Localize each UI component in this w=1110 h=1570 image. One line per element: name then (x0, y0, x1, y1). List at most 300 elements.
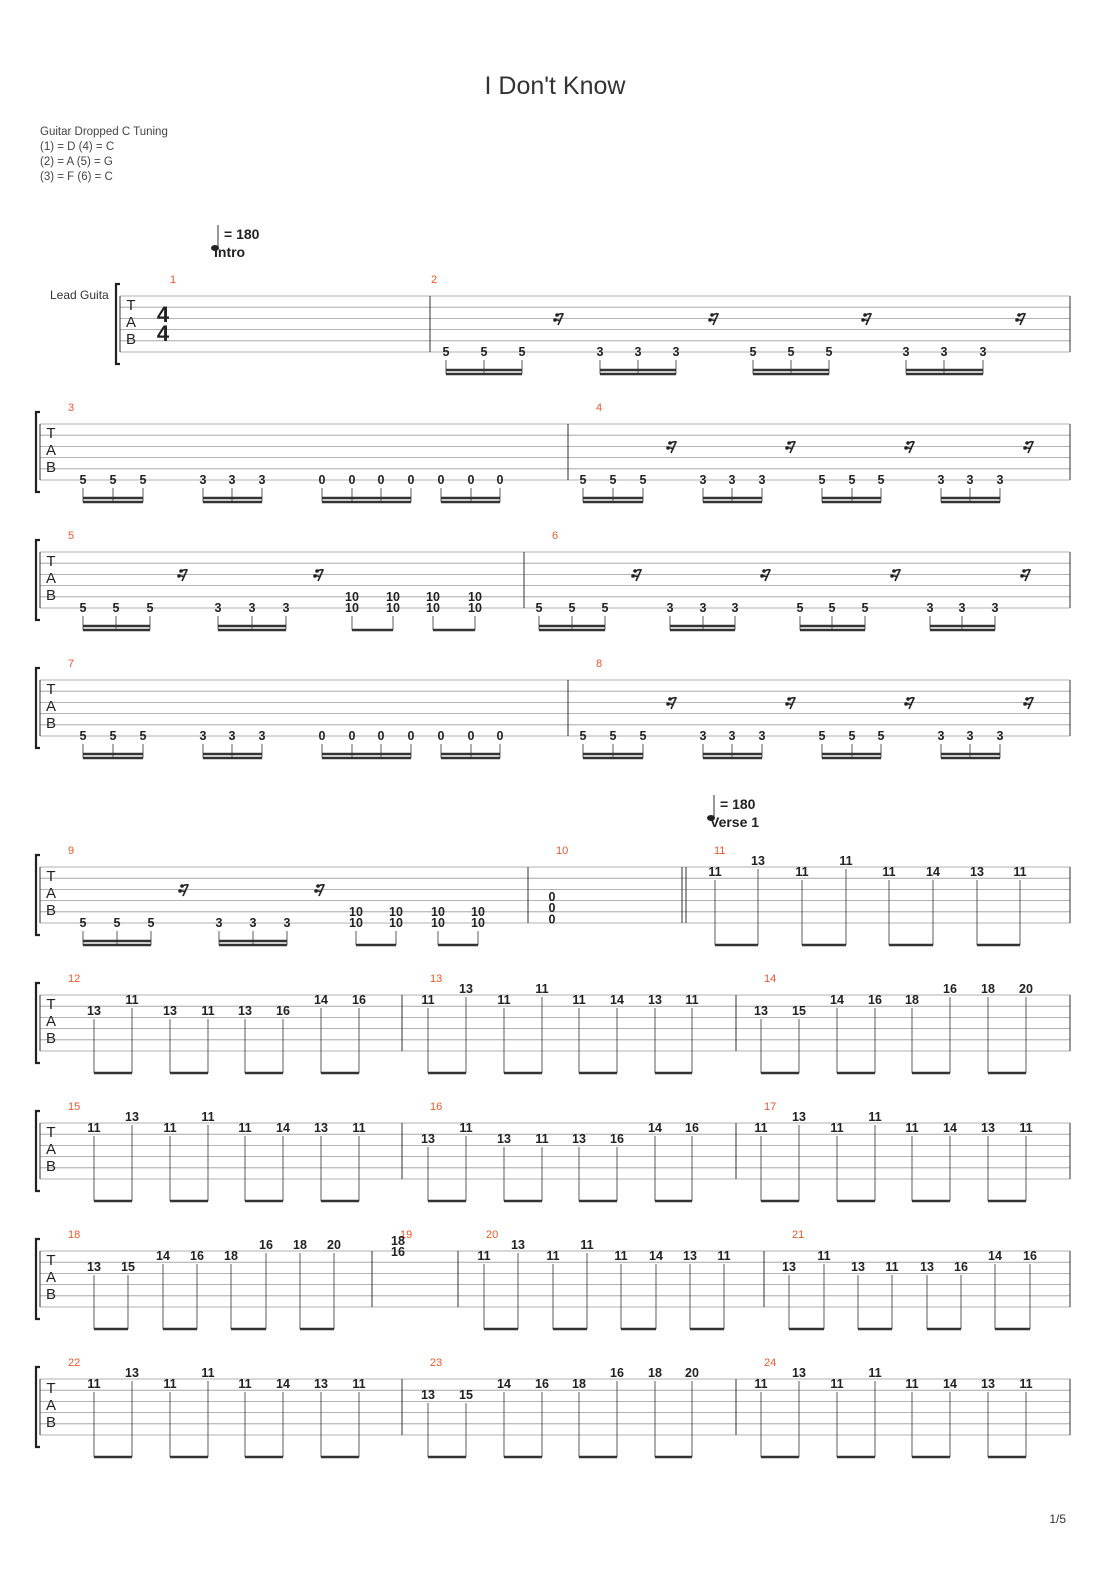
rest-dot (668, 441, 672, 445)
fret-number: 16 (352, 993, 366, 1007)
fret-number: 5 (579, 729, 587, 743)
tab-clef-a: A (45, 570, 57, 587)
rest-dot (313, 574, 317, 578)
fret-number: 3 (996, 473, 1004, 487)
fret-number: 5 (848, 473, 856, 487)
rest-dot (1025, 697, 1029, 701)
fret-number: 11 (535, 982, 549, 996)
measure-number: 3 (68, 402, 75, 414)
fret-number: 11 (754, 1377, 768, 1391)
tab-clef-a: A (45, 885, 57, 902)
fret-number: 5 (861, 601, 869, 615)
fret-number: 0 (377, 729, 385, 743)
tab-clef-b: B (45, 715, 57, 732)
measure-number: 10 (556, 845, 569, 857)
measure-number: 11 (714, 845, 726, 857)
fret-number: 3 (728, 729, 736, 743)
rest-dot (861, 318, 865, 322)
fret-number: 3 (731, 601, 739, 615)
fret-number: 5 (609, 729, 617, 743)
fret-number: 10 (471, 916, 485, 930)
rest-symbol (904, 697, 914, 709)
fret-number: 16 (1023, 1249, 1037, 1263)
measure-number: 22 (68, 1357, 81, 1369)
fret-number: 13 (497, 1132, 511, 1146)
fret-number: 13 (754, 1004, 768, 1018)
fret-number: 16 (259, 1238, 273, 1252)
fret-number: 10 (386, 601, 400, 615)
fret-number: 18 (648, 1366, 662, 1380)
fret-number: 3 (258, 473, 266, 487)
fret-number: 5 (518, 345, 526, 359)
fret-number: 5 (113, 916, 121, 930)
fret-number: 13 (125, 1366, 139, 1380)
system-bracket (36, 1239, 40, 1319)
fret-number: 14 (830, 993, 844, 1007)
rest-symbol (177, 569, 187, 581)
fret-number: 14 (648, 1121, 662, 1135)
rest-dot (666, 446, 670, 450)
system-bracket (36, 540, 40, 620)
fret-number: 5 (535, 601, 543, 615)
rest-dot (708, 318, 712, 322)
rest-dot (178, 889, 182, 893)
rest-dot (1025, 441, 1029, 445)
rest-symbol (666, 697, 676, 709)
fret-number: 16 (610, 1366, 624, 1380)
fret-number: 3 (728, 473, 736, 487)
fret-number: 16 (391, 1245, 405, 1260)
fret-number: 10 (468, 589, 482, 604)
fret-number: 5 (79, 601, 87, 615)
fret-number: 0 (548, 901, 556, 916)
tab-clef-b: B (125, 331, 137, 348)
measure-number: 14 (764, 973, 777, 985)
rest-dot (760, 574, 764, 578)
measure-number: 19 (400, 1229, 413, 1241)
fret-number: 5 (877, 729, 885, 743)
fret-number: 3 (228, 729, 236, 743)
fret-number: 3 (699, 729, 707, 743)
fret-number: 3 (926, 601, 934, 615)
fret-number: 13 (648, 993, 662, 1007)
fret-number: 14 (649, 1249, 663, 1263)
rest-symbol (1015, 313, 1025, 325)
fret-number: 11 (497, 993, 511, 1007)
fret-number: 13 (572, 1132, 586, 1146)
fret-number: 13 (421, 1388, 435, 1402)
tab-clef-a: A (45, 442, 57, 459)
fret-number: 13 (792, 1110, 806, 1124)
fret-number: 3 (699, 473, 707, 487)
measure-number: 8 (596, 658, 603, 670)
rest-symbol (553, 313, 563, 325)
fret-number: 10 (389, 916, 403, 930)
rest-dot (785, 702, 789, 706)
fret-number: 11 (795, 865, 809, 879)
tab-clef-b: B (45, 1030, 57, 1047)
rest-dot (906, 441, 910, 445)
fret-number: 13 (782, 1260, 796, 1274)
fret-number: 3 (199, 473, 207, 487)
fret-number: 14 (943, 1377, 957, 1391)
fret-number: 11 (1019, 1377, 1033, 1391)
rest-dot (179, 569, 183, 573)
fret-number: 5 (147, 916, 155, 930)
fret-number: 11 (201, 1366, 215, 1380)
rest-dot (1017, 313, 1021, 317)
fret-number: 11 (459, 1121, 473, 1135)
fret-number: 13 (981, 1377, 995, 1391)
fret-number: 14 (276, 1121, 290, 1135)
fret-number: 11 (882, 865, 896, 879)
fret-number: 11 (717, 1249, 731, 1263)
rest-dot (668, 697, 672, 701)
fret-number: 5 (568, 601, 576, 615)
fret-number: 11 (830, 1377, 844, 1391)
fret-number: 11 (754, 1121, 768, 1135)
fret-number: 5 (609, 473, 617, 487)
rest-dot (631, 574, 635, 578)
fret-number: 14 (988, 1249, 1002, 1263)
fret-number: 0 (348, 729, 356, 743)
rest-dot (553, 318, 557, 322)
rest-dot (785, 446, 789, 450)
fret-number: 13 (511, 1238, 525, 1252)
tempo-value: = 180 (224, 226, 260, 242)
fret-number: 10 (468, 601, 482, 615)
tab-system (36, 1229, 1070, 1329)
measure-number: 16 (430, 1101, 443, 1113)
fret-number: 13 (970, 865, 984, 879)
rest-dot (892, 569, 896, 573)
fret-number: 3 (248, 601, 256, 615)
rest-symbol (760, 569, 770, 581)
tab-system (36, 973, 1070, 1073)
fret-number: 11 (572, 993, 586, 1007)
rest-symbol (314, 884, 324, 896)
fret-number: 13 (163, 1004, 177, 1018)
measure-number: 21 (792, 1229, 805, 1241)
measure-number: 12 (68, 973, 81, 985)
rest-dot (1022, 569, 1026, 573)
fret-number: 5 (848, 729, 856, 743)
rest-dot (180, 884, 184, 888)
fret-number: 5 (480, 345, 488, 359)
fret-number: 3 (966, 473, 974, 487)
measure-number: 4 (596, 402, 603, 414)
fret-number: 3 (758, 473, 766, 487)
measure-number: 5 (68, 530, 75, 542)
fret-number: 13 (421, 1132, 435, 1146)
tab-system (36, 1357, 1070, 1457)
fret-number: 5 (579, 473, 587, 487)
fret-number: 5 (79, 473, 87, 487)
fret-number: 3 (937, 473, 945, 487)
fret-number: 11 (830, 1121, 844, 1135)
measure-number: 17 (764, 1101, 777, 1113)
fret-number: 16 (943, 982, 957, 996)
fret-number: 3 (991, 601, 999, 615)
fret-number: 13 (792, 1366, 806, 1380)
tempo-value: = 180 (720, 796, 756, 812)
fret-number: 10 (349, 904, 363, 919)
rest-dot (314, 889, 318, 893)
fret-number: 13 (751, 854, 765, 868)
fret-number: 3 (634, 345, 642, 359)
fret-number: 10 (345, 601, 359, 615)
measure-number: 18 (68, 1229, 81, 1241)
fret-number: 5 (139, 729, 147, 743)
track-name: Lead Guita (50, 288, 109, 302)
measure-number: 24 (764, 1357, 777, 1369)
fret-number: 11 (238, 1377, 252, 1391)
fret-number: 11 (87, 1377, 101, 1391)
fret-number: 5 (787, 345, 795, 359)
rest-dot (863, 313, 867, 317)
fret-number: 13 (459, 982, 473, 996)
system-bracket (36, 412, 40, 492)
rest-symbol (785, 441, 795, 453)
fret-number: 13 (920, 1260, 934, 1274)
fret-number: 11 (546, 1249, 560, 1263)
fret-number: 18 (293, 1238, 307, 1252)
fret-number: 5 (796, 601, 804, 615)
fret-number: 3 (966, 729, 974, 743)
fret-number: 3 (214, 601, 222, 615)
fret-number: 3 (996, 729, 1004, 743)
measure-number: 20 (486, 1229, 499, 1241)
fret-number: 20 (1019, 982, 1033, 996)
fret-number: 11 (421, 993, 435, 1007)
fret-number: 11 (685, 993, 699, 1007)
fret-number: 3 (199, 729, 207, 743)
rest-dot (1020, 574, 1024, 578)
tab-system (36, 658, 1070, 758)
tab-clef-b: B (45, 902, 57, 919)
fret-number: 16 (190, 1249, 204, 1263)
rest-symbol (178, 884, 188, 896)
rest-dot (710, 313, 714, 317)
rest-dot (315, 569, 319, 573)
rest-dot (1023, 702, 1027, 706)
measure-number: 6 (552, 530, 559, 542)
measure-number: 13 (430, 973, 443, 985)
fret-number: 13 (87, 1260, 101, 1274)
tab-system (36, 530, 1070, 630)
fret-number: 10 (471, 904, 485, 919)
fret-number: 11 (352, 1121, 366, 1135)
system-bracket (36, 1367, 40, 1447)
fret-number: 11 (163, 1121, 177, 1135)
measure-number: 1 (170, 274, 177, 286)
tab-clef-b: B (45, 587, 57, 604)
fret-number: 14 (314, 993, 328, 1007)
time-signature-top: 4 (156, 302, 170, 327)
fret-number: 0 (407, 473, 415, 487)
fret-number: 11 (885, 1260, 899, 1274)
fret-number: 10 (431, 916, 445, 930)
rest-dot (555, 313, 559, 317)
tuning-line: (1) = D (4) = C (40, 141, 115, 153)
fret-number: 3 (979, 345, 987, 359)
time-signature-bottom: 4 (156, 321, 170, 346)
fret-number: 11 (580, 1238, 594, 1252)
tab-clef-b: B (45, 459, 57, 476)
tab-clef-b: B (45, 1414, 57, 1431)
rest-symbol (708, 313, 718, 325)
fret-number: 0 (437, 729, 445, 743)
fret-number: 5 (109, 473, 117, 487)
rest-symbol (890, 569, 900, 581)
fret-number: 16 (535, 1377, 549, 1391)
fret-number: 11 (535, 1132, 549, 1146)
fret-number: 11 (1013, 865, 1027, 879)
fret-number: 11 (477, 1249, 491, 1263)
fret-number: 15 (459, 1388, 473, 1402)
rest-dot (1023, 446, 1027, 450)
rest-symbol (1020, 569, 1030, 581)
fret-number: 14 (610, 993, 624, 1007)
section-label: Verse 1 (710, 814, 760, 830)
tab-system (36, 845, 1070, 945)
rest-dot (666, 702, 670, 706)
fret-number: 13 (314, 1377, 328, 1391)
fret-number: 5 (828, 601, 836, 615)
fret-number: 13 (238, 1004, 252, 1018)
fret-number: 13 (981, 1121, 995, 1135)
fret-number: 11 (201, 1004, 215, 1018)
fret-number: 10 (345, 589, 359, 604)
fret-number: 11 (163, 1377, 177, 1391)
fret-number: 0 (437, 473, 445, 487)
fret-number: 3 (282, 601, 290, 615)
fret-number: 14 (276, 1377, 290, 1391)
tab-system (50, 274, 1070, 374)
fret-number: 11 (905, 1121, 919, 1135)
fret-number: 3 (902, 345, 910, 359)
fret-number: 3 (958, 601, 966, 615)
tab-clef-a: A (45, 1269, 57, 1286)
tuning-heading: Guitar Dropped C Tuning (40, 126, 168, 138)
fret-number: 13 (683, 1249, 697, 1263)
tab-clef-a: A (45, 1013, 57, 1030)
fret-number: 10 (426, 589, 440, 604)
tab-clef-a: A (45, 1397, 57, 1414)
fret-number: 5 (146, 601, 154, 615)
fret-number: 0 (548, 890, 556, 904)
measure-number: 15 (68, 1101, 81, 1113)
fret-number: 16 (868, 993, 882, 1007)
fret-number: 11 (839, 854, 853, 868)
tab-clef-a: A (45, 698, 57, 715)
measure-number: 2 (431, 274, 438, 286)
page-number: 1/5 (1049, 1512, 1066, 1526)
fret-number: 0 (467, 729, 475, 743)
fret-number: 10 (349, 916, 363, 930)
measure-number: 23 (430, 1357, 443, 1369)
fret-number: 0 (467, 473, 475, 487)
fret-number: 5 (139, 473, 147, 487)
rest-dot (177, 574, 181, 578)
rest-dot (316, 884, 320, 888)
fret-number: 3 (215, 916, 223, 930)
fret-number: 13 (314, 1121, 328, 1135)
tab-clef-t: T (46, 1380, 56, 1397)
fret-number: 15 (792, 1004, 806, 1018)
tab-clef-t: T (46, 1252, 56, 1269)
system-bracket (36, 855, 40, 935)
fret-number: 3 (937, 729, 945, 743)
fret-number: 3 (283, 916, 291, 930)
fret-number: 0 (496, 729, 504, 743)
fret-number: 0 (548, 912, 556, 927)
rest-symbol (1023, 697, 1033, 709)
fret-number: 11 (1019, 1121, 1033, 1135)
fret-number: 11 (868, 1110, 882, 1124)
rest-dot (633, 569, 637, 573)
tab-system (36, 402, 1070, 502)
fret-number: 3 (228, 473, 236, 487)
measure-number: 9 (68, 845, 75, 857)
tab-clef-t: T (46, 553, 56, 570)
fret-number: 14 (156, 1249, 170, 1263)
fret-number: 14 (497, 1377, 511, 1391)
tab-system (36, 1101, 1070, 1201)
fret-number: 11 (201, 1110, 215, 1124)
rest-dot (762, 569, 766, 573)
fret-number: 5 (825, 345, 833, 359)
fret-number: 16 (276, 1004, 290, 1018)
fret-number: 14 (926, 865, 940, 879)
rest-symbol (666, 441, 676, 453)
fret-number: 3 (758, 729, 766, 743)
fret-number: 20 (327, 1238, 341, 1252)
tab-clef-t: T (126, 297, 136, 314)
fret-number: 10 (386, 589, 400, 604)
rest-dot (787, 697, 791, 701)
fret-number: 0 (348, 473, 356, 487)
fret-number: 10 (431, 904, 445, 919)
section-label: Intro (214, 244, 246, 260)
fret-number: 5 (639, 473, 647, 487)
fret-number: 5 (818, 729, 826, 743)
fret-number: 5 (79, 916, 87, 930)
system-bracket (116, 284, 120, 364)
rest-symbol (785, 697, 795, 709)
tab-clef-t: T (46, 681, 56, 698)
fret-number: 13 (851, 1260, 865, 1274)
fret-number: 11 (905, 1377, 919, 1391)
system-bracket (36, 1111, 40, 1191)
rest-dot (906, 697, 910, 701)
tuning-line: (2) = A (5) = G (40, 156, 113, 168)
fret-number: 0 (318, 729, 326, 743)
tab-clef-b: B (45, 1158, 57, 1175)
system-bracket (36, 668, 40, 748)
fret-number: 13 (125, 1110, 139, 1124)
fret-number: 3 (666, 601, 674, 615)
fret-number: 5 (601, 601, 609, 615)
fret-number: 5 (749, 345, 757, 359)
fret-number: 0 (496, 473, 504, 487)
song-title: I Don't Know (484, 72, 626, 100)
rest-symbol (861, 313, 871, 325)
fret-number: 16 (610, 1132, 624, 1146)
rest-symbol (313, 569, 323, 581)
fret-number: 5 (112, 601, 120, 615)
fret-number: 5 (877, 473, 885, 487)
